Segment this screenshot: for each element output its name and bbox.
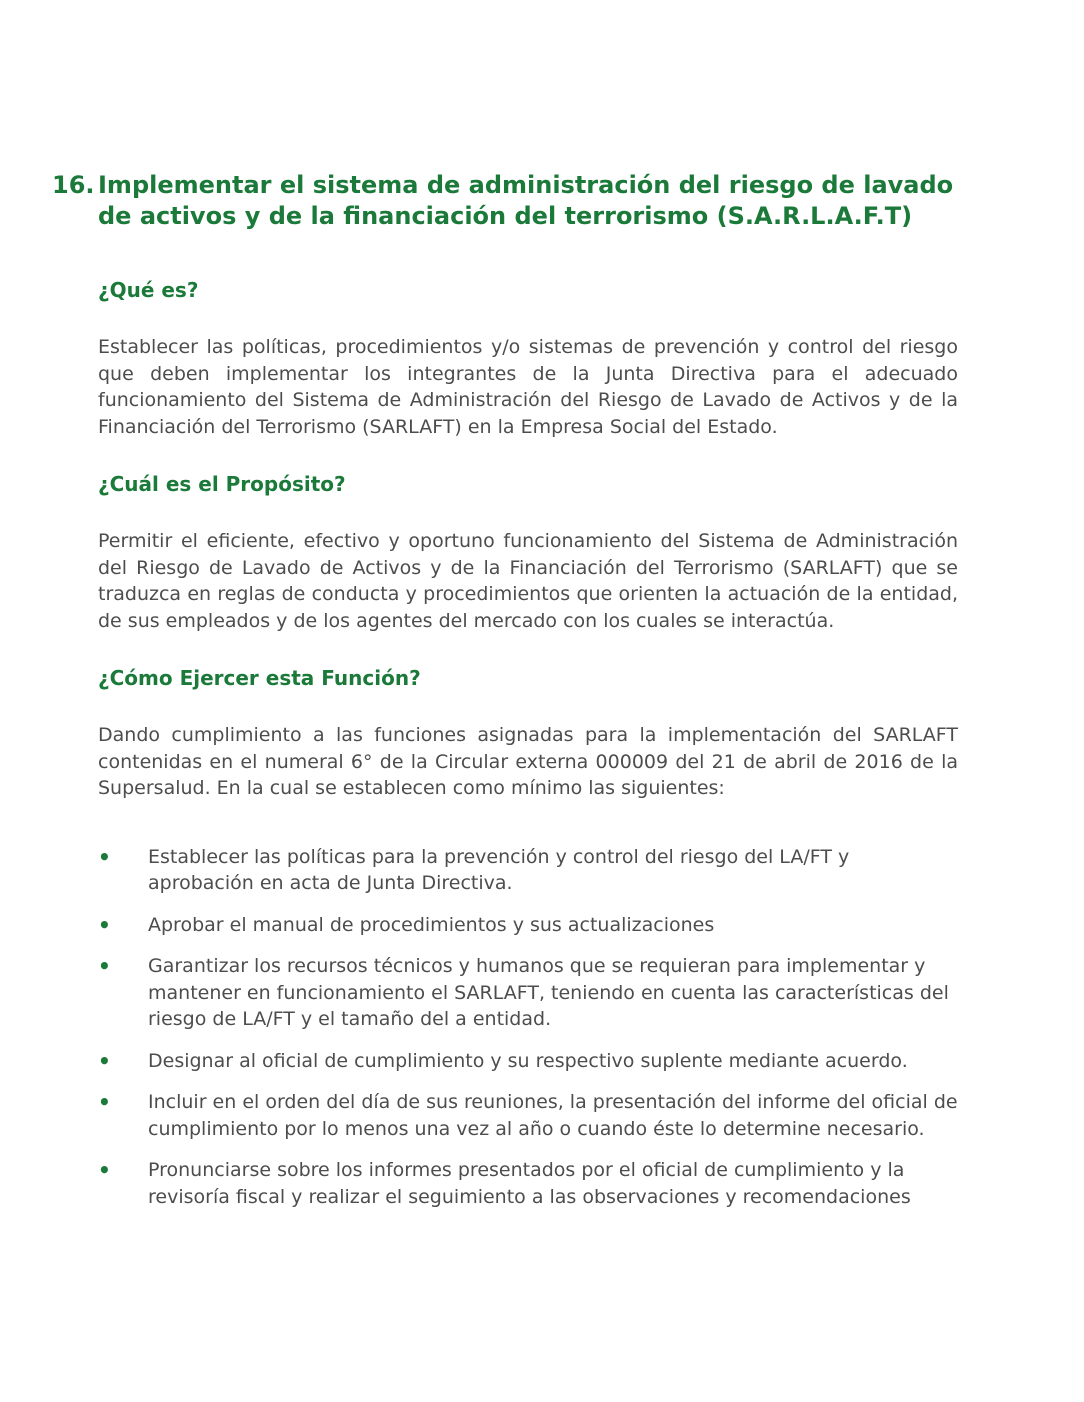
section-title: Implementar el sistema de administración del riesgo de lavado de activos y de la financiación del terrorismo (S.A.R.L.A.F.T) <box>98 171 954 230</box>
section-content <box>98 276 958 1225</box>
list-item <box>98 953 958 1033</box>
list-item-text: Establecer las políticas para la prevención y control del riesgo del LA/FT y aprobación en acta de Junta Directiva. <box>148 845 850 894</box>
bullet-icon: • <box>98 1048 111 1073</box>
section-heading <box>52 170 972 232</box>
list-item-text: Garantizar los recursos técnicos y humanos que se requieran para implementar y mantener en funcionamiento el SARLAFT, teniendo en cuenta las características del riesgo de LA/FT y el tamaño del a entidad. <box>148 955 949 1030</box>
bullet-icon: • <box>98 954 111 978</box>
subheading-proposito: ¿Cuál es el Propósito? <box>98 472 346 496</box>
section-number: 16. <box>52 171 95 199</box>
list-item-text: Pronunciarse sobre los informes presentados por el oficial de cumplimiento y la revisoría fiscal y realizar el seguimiento a las observaciones y recomendaciones <box>148 1159 911 1208</box>
subheading-que-es: ¿Qué es? <box>98 278 199 302</box>
list-item <box>98 1089 958 1142</box>
list-item-text: Aprobar el manual de procedimientos y sus actualizaciones <box>148 913 715 936</box>
list-item <box>98 844 958 897</box>
list-item-text: Designar al oficial de cumplimiento y su respectivo suplente mediante acuerdo. <box>148 1049 908 1072</box>
bullet-icon: • <box>98 844 111 869</box>
subheading-como-ejercer: ¿Cómo Ejercer esta Función? <box>98 666 421 690</box>
paragraph-que-es: Establecer las políticas, procedimientos y/o sistemas de prevención y control del riesgo que deben implementar los integrantes de la Junta Directiva para el adecuado funcionamiento del Sistema de Administración del Riesgo de Lavado de Activos y de la Financiación del Terrorismo (SARLAFT) en la Empresa Social del Estado. <box>98 336 958 438</box>
bullet-icon: • <box>98 912 111 937</box>
list-item <box>98 1048 958 1075</box>
list-item <box>98 1157 958 1210</box>
paragraph-como-ejercer: Dando cumplimiento a las funciones asignadas para la implementación del SARLAFT contenidas en el numeral 6° de la Circular externa 000009 del 21 de abril de 2016 de la Supersalud. En la cual se establecen como mínimo las siguientes: <box>98 724 958 799</box>
bullet-icon: • <box>98 1158 111 1182</box>
list-item-text: Incluir en el orden del día de sus reuniones, la presentación del informe del oficial de cumplimiento por lo menos una vez al año o cuando éste lo determine necesario. <box>148 1091 958 1140</box>
paragraph-proposito: Permitir el eficiente, efectivo y oportuno funcionamiento del Sistema de Administración del Riesgo de Lavado de Activos y de la Financiación del Terrorismo (SARLAFT) que se traduzca en reglas de conducta y procedimientos que orienten la actuación de la entidad, de sus empleados y de los agentes del mercado con los cuales se interactúa. <box>98 530 958 632</box>
bullet-icon: • <box>98 1090 111 1114</box>
list-item <box>98 912 958 939</box>
functions-list <box>98 844 958 1211</box>
